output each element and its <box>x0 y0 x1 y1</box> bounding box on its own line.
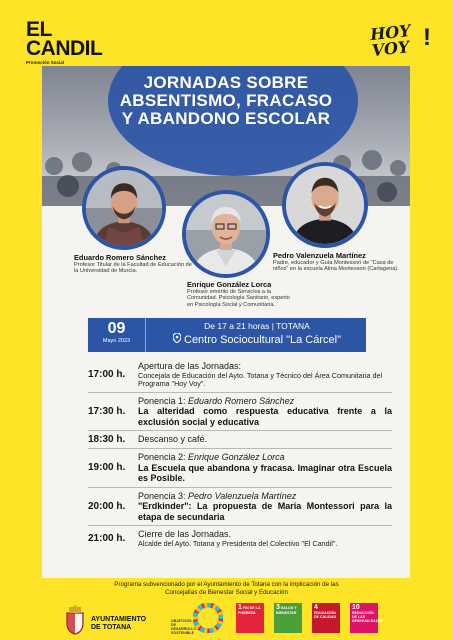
sdg-wheel-icon <box>193 603 223 633</box>
ayuntamiento-line1: AYUNTAMIENTO <box>91 616 147 623</box>
schedule-heading-line <box>138 491 392 502</box>
schedule-talk-title: La alteridad como respuesta educativa frente a la exclusión social y educativa <box>138 406 392 427</box>
event-title <box>42 74 410 128</box>
event-title-line2: ABSENTISMO, FRACASO <box>119 91 333 110</box>
speaker-caption-eduardo <box>74 253 194 275</box>
schedule-time: 20:00 h. <box>88 500 126 512</box>
schedule-entry <box>138 452 392 484</box>
schedule-row <box>88 393 392 432</box>
funding-note <box>40 581 413 597</box>
sdg-goal-10 <box>350 603 384 633</box>
hoy-voy-text: HOY VOY <box>369 21 412 61</box>
ods-logo <box>171 603 231 637</box>
sdg-number: 4 <box>314 604 318 611</box>
schedule-heading-line <box>138 452 392 463</box>
schedule-heading: Apertura de las Jornadas: <box>138 361 242 371</box>
speaker-name: Eduardo Romero Sánchez <box>74 253 166 262</box>
speaker-photo-pedro <box>282 162 368 248</box>
schedule <box>88 358 392 551</box>
event-venue-line <box>150 333 364 346</box>
ayuntamiento-line2: DE TOTANA <box>91 623 132 631</box>
ayuntamiento-text <box>91 616 146 631</box>
schedule-speaker: Eduardo Romero Sánchez <box>188 395 295 406</box>
date-box <box>88 318 146 352</box>
speaker-photo-enrique <box>182 190 270 278</box>
sponsor-footer <box>0 597 453 640</box>
sdg-label: REDUCCIÓN DE LAS DESIGUALDADES <box>352 611 384 623</box>
sdg-number: 1 <box>238 604 242 611</box>
schedule-heading: Ponencia 2: <box>138 452 189 463</box>
brand-subtitle: Promoción Social <box>26 60 65 65</box>
schedule-heading-line <box>138 396 392 407</box>
schedule-detail: Alcalde del Ayto. Totana y Presidenta del Colectivo "El Candil". <box>138 538 338 548</box>
schedule-entry <box>138 491 392 523</box>
schedule-heading: Ponencia 3: <box>138 490 189 501</box>
schedule-heading: Descanso y café. <box>138 434 208 445</box>
schedule-time: 19:00 h. <box>88 462 126 474</box>
ods-label: OBJETIVOS DE DESARROLLO SOSTENIBLE <box>171 619 197 635</box>
hoy-voy-mark: ! <box>423 24 431 51</box>
schedule-speaker: Enrique González Lorca <box>188 452 285 463</box>
coat-of-arms-icon <box>63 605 87 635</box>
brand-name-line2: CANDIL <box>26 37 103 60</box>
event-venue: Centro Sociocultural "La Cárcel" <box>184 334 341 346</box>
speaker-photo-eduardo <box>82 166 166 250</box>
schedule-detail: Concejala de Educación del Ayto. Totana y Técnico del Área Comunitaria del Programa "Hoy Voy". <box>138 370 383 389</box>
event-title-line3: Y ABANDONO ESCOLAR <box>121 109 331 128</box>
schedule-speaker: Pedro Valenzuela Martínez <box>188 490 297 501</box>
sdg-label: EDUCACIÓN DE CALIDAD <box>314 611 337 619</box>
sdg-label: SALUD Y BIENESTAR <box>276 606 297 615</box>
sdg-goal-3 <box>274 603 302 633</box>
schedule-talk-title: "Erdkinder": La propuesta de María Montessori para la etapa de secundaria <box>138 501 392 522</box>
schedule-entry <box>138 361 392 389</box>
sdg-label: FIN DE LA POBREZA <box>238 606 261 615</box>
funding-line2: Concejalías de Bienestar Social y Educación <box>165 589 288 596</box>
schedule-heading: Ponencia 1: <box>138 395 189 406</box>
schedule-row <box>88 431 392 449</box>
schedule-row <box>88 358 392 393</box>
event-title-line1: JORNADAS SOBRE <box>143 73 309 92</box>
speaker-caption-enrique <box>187 280 297 308</box>
event-month-year: Mayo 2023 <box>102 338 131 344</box>
schedule-time: 17:00 h. <box>88 369 126 381</box>
schedule-time: 21:00 h. <box>88 533 126 545</box>
funding-line1: Programa subvencionado por el Ayuntamiento de Totana con la implicación de las <box>114 581 339 588</box>
sdg-number: 10 <box>352 604 360 611</box>
schedule-row <box>88 488 392 527</box>
sdg-number: 3 <box>276 604 280 611</box>
location-pin-icon <box>173 333 181 346</box>
speaker-name: Pedro Valenzuela Martínez <box>273 251 366 260</box>
date-venue-bar <box>88 318 366 352</box>
sdg-goal-4 <box>312 603 340 633</box>
el-candil-logo <box>26 20 102 65</box>
schedule-heading: Cierre de las Jornadas. <box>138 529 232 540</box>
schedule-time: 18:30 h. <box>88 434 126 446</box>
speaker-bio: Profesor Titular de la Facultad de Educación de la Universidad de Murcia. <box>74 262 192 275</box>
schedule-talk-title: La Escuela que abandona y fracasa. Imaginar otra Escuela es Posible. <box>138 462 392 484</box>
speaker-bio: Profesor emérito de Servicios a la Comunidad. Psicología Sanitario, experto en Psicología Social y Comunitaria. <box>187 289 290 308</box>
speaker-name: Enrique González Lorca <box>187 280 272 289</box>
schedule-entry <box>138 529 392 548</box>
schedule-row <box>88 449 392 488</box>
ayuntamiento-totana-logo <box>63 605 163 635</box>
schedule-row <box>88 526 392 551</box>
speaker-bio: Padre, educador y Guía Montessori de "Casa de niños" en la escuela Alma Montessori (Cartagena). <box>273 260 399 273</box>
schedule-entry <box>138 396 392 428</box>
schedule-time: 17:30 h. <box>88 405 126 417</box>
schedule-entry <box>138 434 392 445</box>
speaker-caption-pedro <box>273 251 407 273</box>
brand-name-line1: EL <box>26 18 52 41</box>
hoy-voy-logo <box>369 21 431 68</box>
event-time-place: De 17 a 21 horas | TOTANA <box>204 321 310 331</box>
sdg-goal-1 <box>236 603 264 633</box>
event-day: 09 <box>107 320 126 337</box>
event-card <box>42 66 410 578</box>
